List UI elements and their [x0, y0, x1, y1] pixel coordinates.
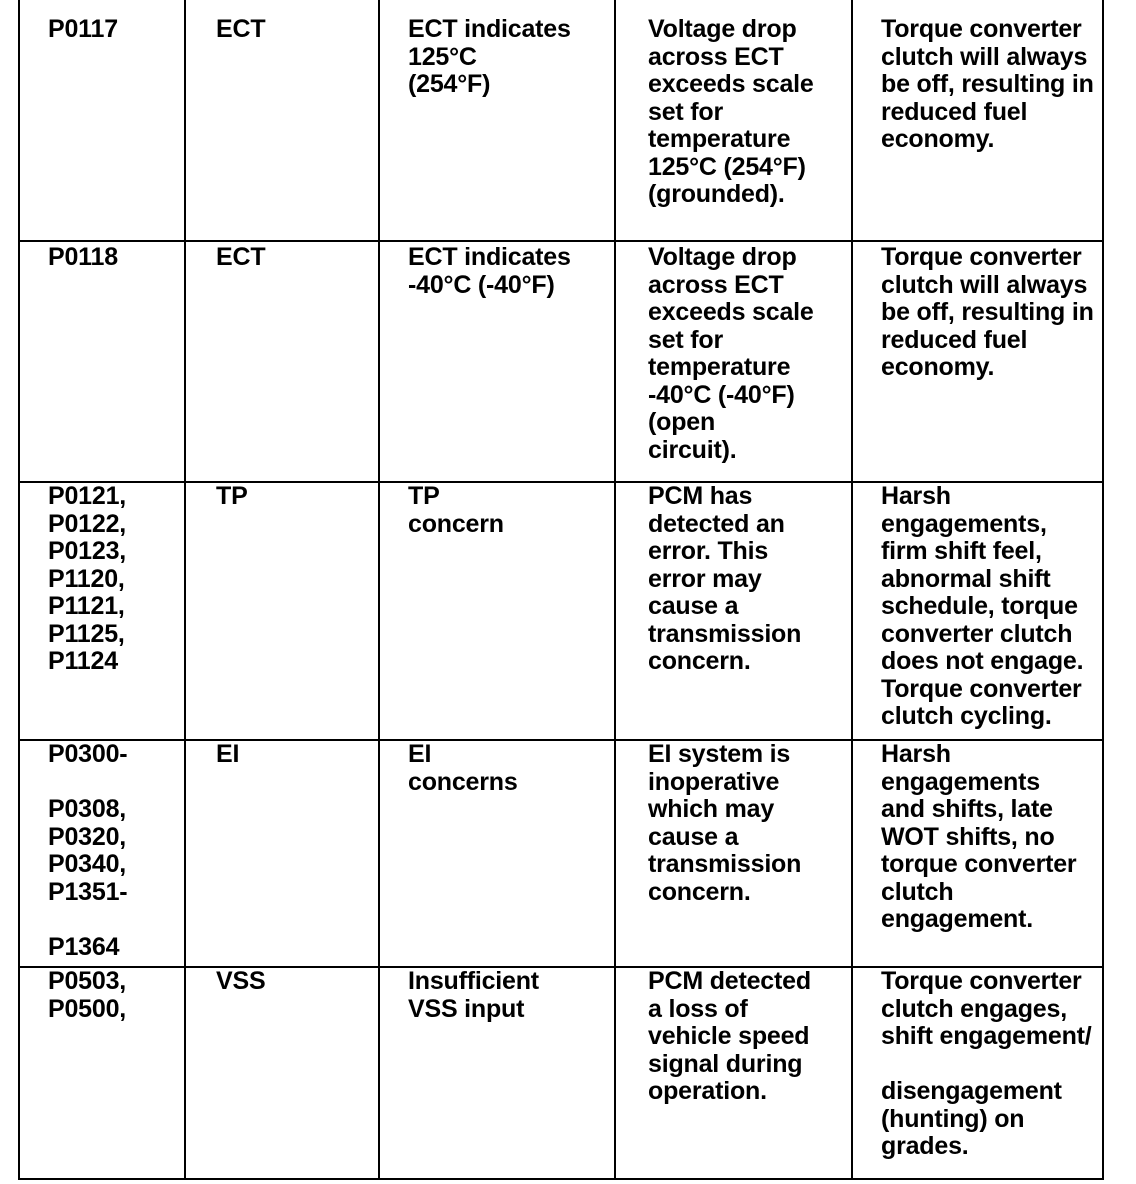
system-cell [185, 482, 379, 740]
dtc-code-text: P0117 [48, 15, 118, 43]
symptom-text: Torque converter clutch engages, shift engagement/ disengagement (hunting) on grades. [881, 967, 1092, 1160]
cause-cell [615, 967, 852, 1179]
dtc-code-cell [19, 740, 185, 967]
dtc-code-text: P0121, P0122, P0123, P1120, P1121, P1125, P1124 [48, 482, 127, 675]
condition-cell [379, 482, 615, 740]
cause-cell [615, 241, 852, 482]
system-text: VSS [216, 967, 266, 995]
cause-text: PCM has detected an error. This error may cause a transmission concern. [648, 482, 802, 675]
table-row [19, 0, 1103, 241]
symptom-cell [852, 482, 1103, 740]
condition-cell [379, 241, 615, 482]
system-text: EI [216, 740, 240, 768]
symptom-text: Torque converter clutch will always be off, resulting in reduced fuel economy. [881, 15, 1094, 153]
cause-cell [615, 0, 852, 241]
symptom-text: Harsh engagements, firm shift feel, abnormal shift schedule, torque converter clutch does not engage. Torque converter clutch cycling. [881, 482, 1084, 730]
symptom-cell [852, 967, 1103, 1179]
table-row [19, 241, 1103, 482]
condition-text: EI concerns [408, 740, 518, 796]
symptom-cell [852, 740, 1103, 967]
cause-text: PCM detected a loss of vehicle speed signal during operation. [648, 967, 811, 1105]
system-cell [185, 740, 379, 967]
cause-text: EI system is inoperative which may cause a transmission concern. [648, 740, 802, 906]
system-text: ECT [216, 243, 266, 271]
condition-cell [379, 740, 615, 967]
cause-text: Voltage drop across ECT exceeds scale set for temperature -40°C (-40°F) (open circuit). [648, 243, 814, 464]
condition-cell [379, 967, 615, 1179]
dtc-code-text: P0300- P0308, P0320, P0340, P1351- P1364 [48, 740, 128, 961]
symptom-cell [852, 0, 1103, 241]
system-cell [185, 0, 379, 241]
condition-text: TP concern [408, 482, 504, 538]
table-row [19, 482, 1103, 740]
symptom-text: Harsh engagements and shifts, late WOT shifts, no torque converter clutch engagement. [881, 740, 1077, 933]
condition-text: ECT indicates -40°C (-40°F) [408, 243, 571, 299]
condition-cell [379, 0, 615, 241]
dtc-code-cell [19, 967, 185, 1179]
condition-text: Insufficient VSS input [408, 967, 539, 1023]
dtc-code-text: P0118 [48, 243, 118, 271]
system-cell [185, 241, 379, 482]
symptom-text: Torque converter clutch will always be off, resulting in reduced fuel economy. [881, 243, 1094, 381]
dtc-code-text: P0503, P0500, [48, 967, 127, 1023]
symptom-cell [852, 241, 1103, 482]
system-text: ECT [216, 15, 266, 43]
cause-cell [615, 740, 852, 967]
cause-cell [615, 482, 852, 740]
system-text: TP [216, 482, 248, 510]
dtc-code-cell [19, 241, 185, 482]
dtc-table [18, 0, 1104, 1180]
dtc-code-cell [19, 0, 185, 241]
table-row [19, 967, 1103, 1179]
dtc-code-cell [19, 482, 185, 740]
system-cell [185, 967, 379, 1179]
cause-text: Voltage drop across ECT exceeds scale set for temperature 125°C (254°F) (grounded). [648, 15, 814, 208]
condition-text: ECT indicates 125°C (254°F) [408, 15, 571, 98]
table-row [19, 740, 1103, 967]
